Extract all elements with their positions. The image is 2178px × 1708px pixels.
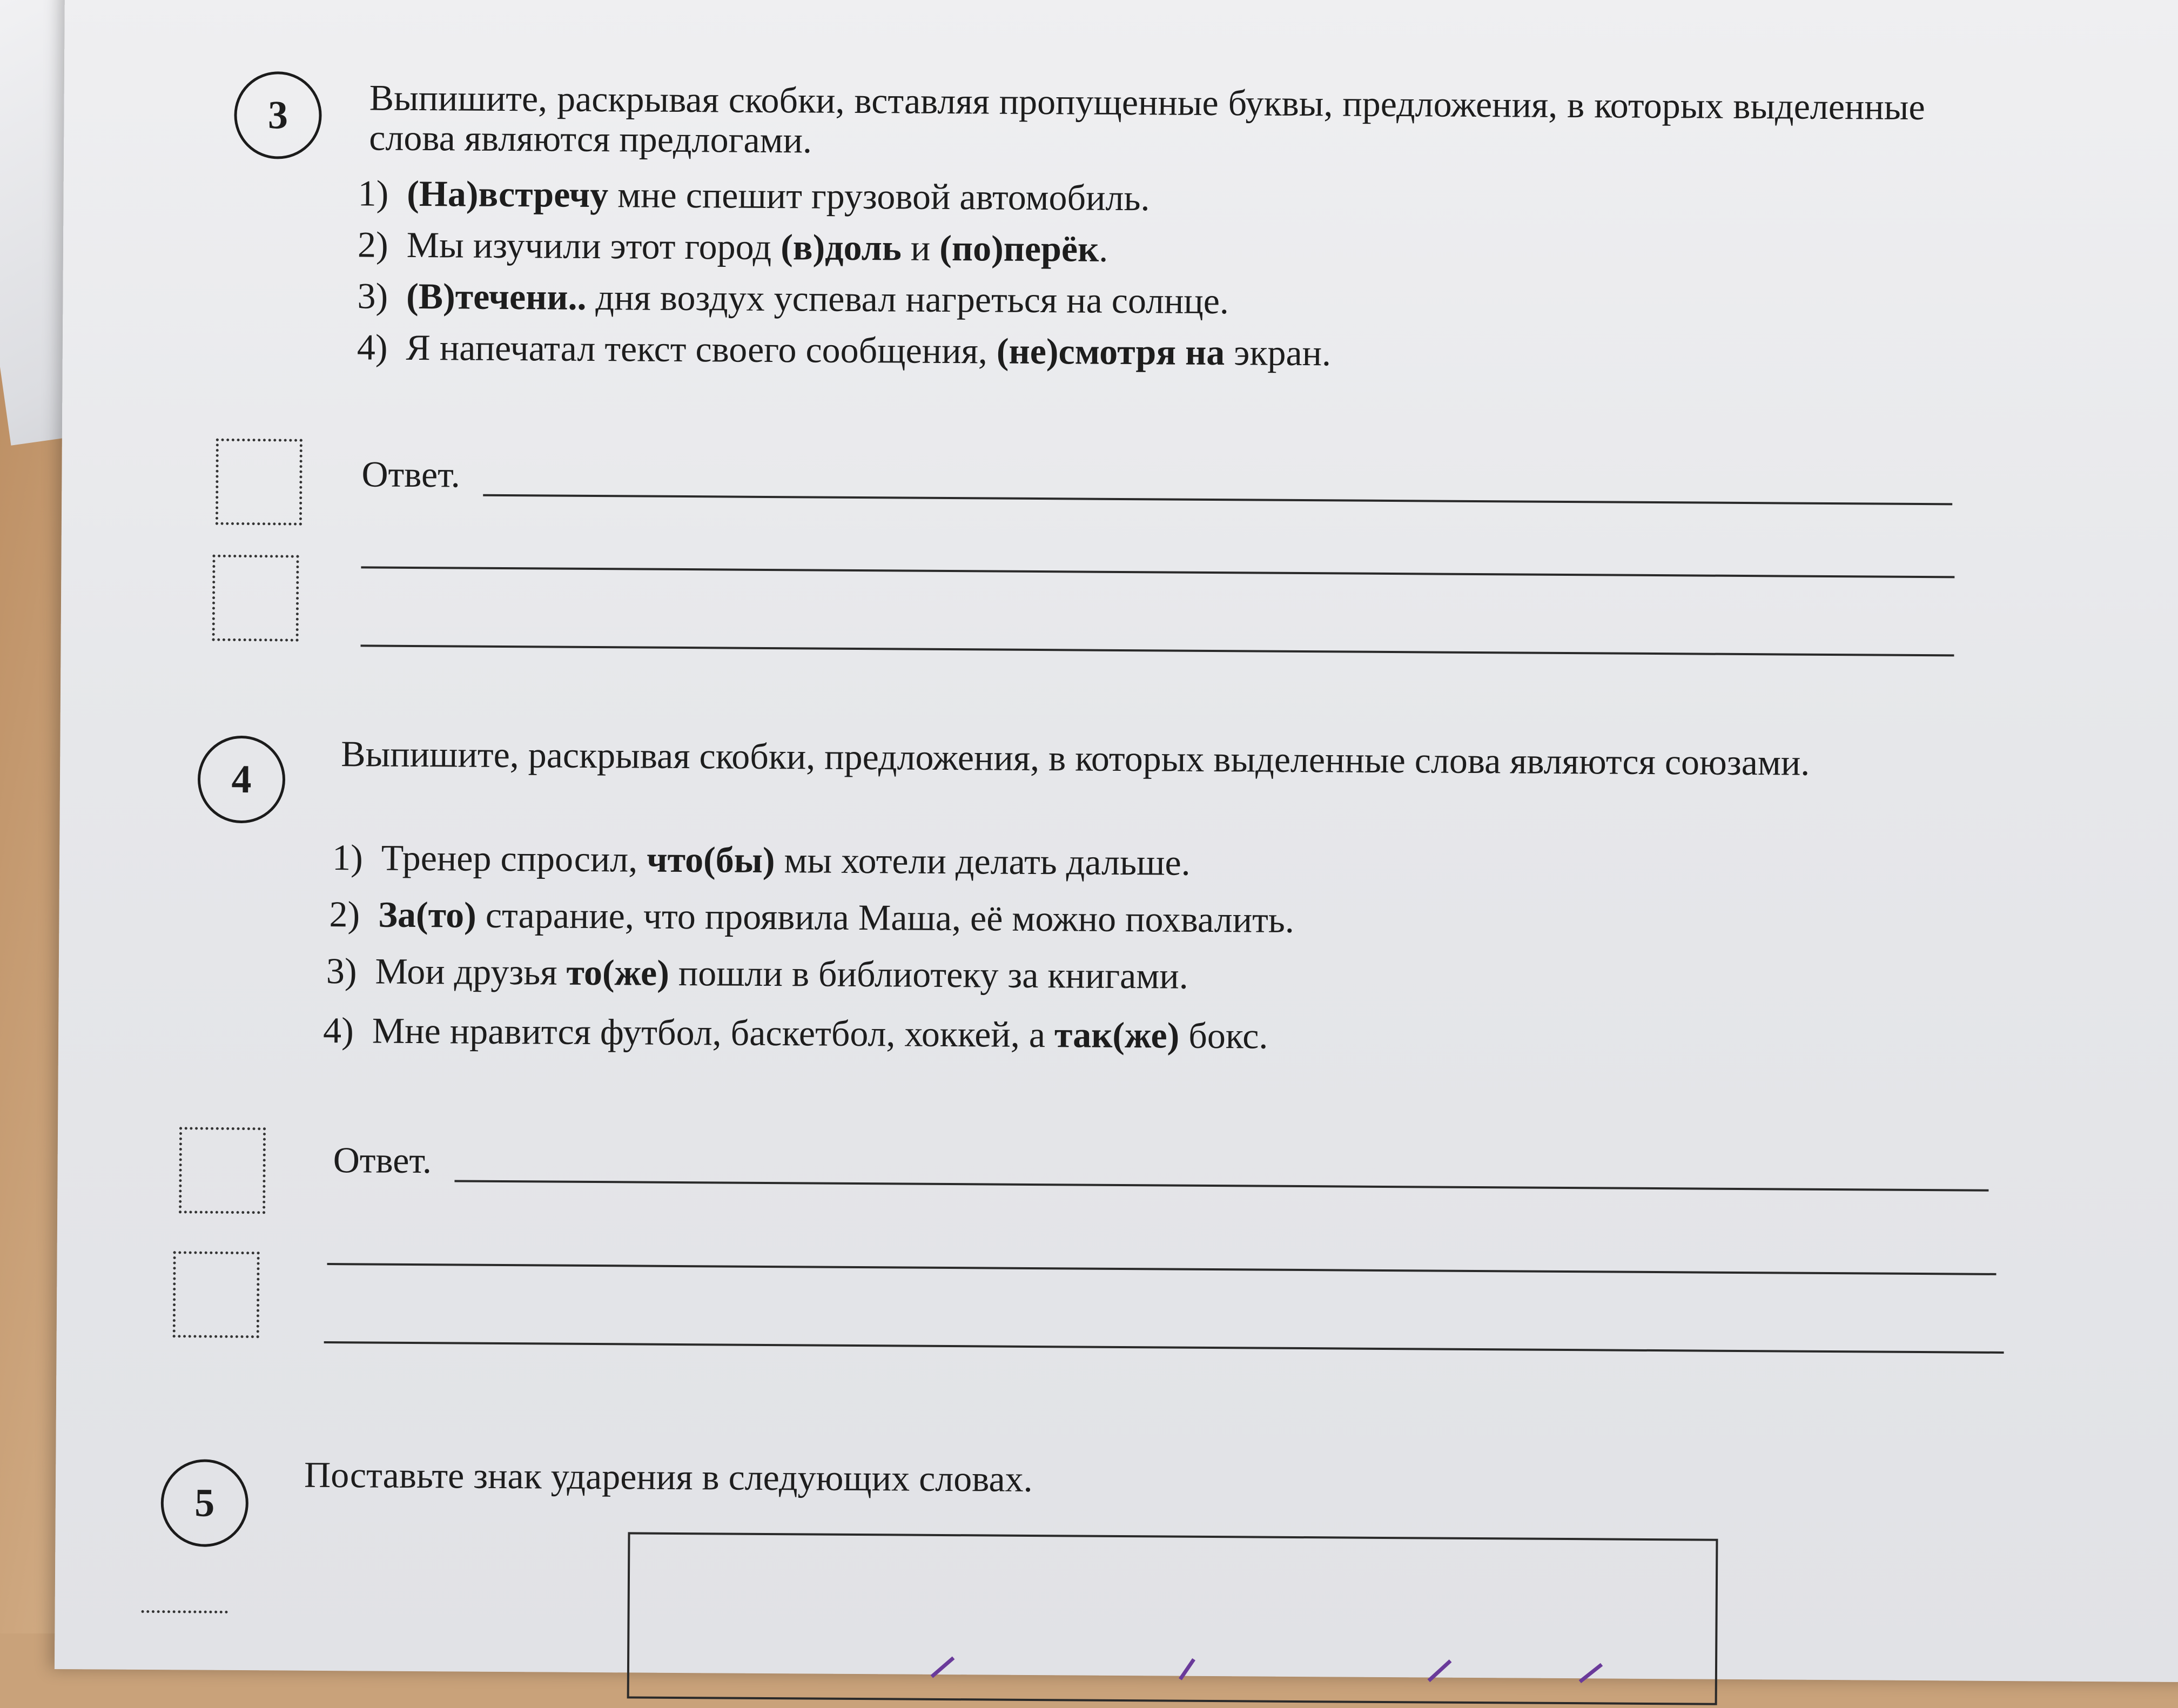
task-3-answer-box-2[interactable] [212,555,299,642]
item-text: . [1099,228,1108,270]
item-number: 2) [329,893,360,935]
task-3-item-1 [358,172,1150,219]
worksheet-page [55,0,2178,1682]
item-number: 2) [357,224,388,265]
item-text: дня воздух успевал нагреться на солнце. [586,276,1229,322]
highlighted-word: (не)смотря на [996,330,1225,373]
handwritten-accent-marks [629,1534,1716,1703]
task-4-answer-line-2[interactable] [327,1263,1996,1275]
task-4-item-2 [329,893,1294,942]
task-4-number-text: 4 [231,757,252,802]
item-text: старание, что проявила Маша, её можно похвалить. [476,894,1295,940]
highlighted-word: (по)перёк [939,227,1099,270]
item-text: Мы изучили этот город [406,224,781,268]
task-4-answer-box-1[interactable] [179,1127,266,1214]
item-text: бокс. [1179,1014,1268,1057]
highlighted-word: (в)доль [781,226,902,268]
highlighted-word: что(бы) [647,838,775,881]
highlighted-word: (На)встречу [407,172,609,216]
task-4-answer-box-2[interactable] [173,1251,260,1338]
task-3-answer-label: Ответ. [361,453,461,495]
task-3-item-4 [357,326,1332,374]
highlighted-word: (В)течени.. [406,275,587,318]
item-text: Я напечатал текст своего сообщения, [406,326,997,372]
item-text: Мои друзья [375,950,567,993]
item-number: 1) [358,172,389,214]
item-number: 4) [357,326,388,368]
task-5-number [160,1459,248,1547]
task-3-number-text: 3 [267,92,288,138]
highlighted-word: то(же) [566,951,670,993]
task-3-instruction: Выпишите, раскрывая скобки, вставляя пропущенные буквы, предложения, в которых выделенные слова являются предлогами. [369,77,1925,161]
task-3-item-2 [358,223,1108,270]
task-4-item-3 [326,950,1188,998]
item-text: мне спешит грузовой автомобиль. [608,174,1150,219]
item-text: экран. [1225,332,1332,374]
task-4-number [198,736,286,824]
task-4-instruction: Выпишите, раскрывая скобки, предложения, в которых выделенные слова являются союзами. [341,733,1810,783]
item-number: 3) [357,275,388,317]
task-3-answer-line-3[interactable] [361,644,1954,656]
task-3-number [234,71,322,159]
item-text: мы хотели делать дальше. [775,839,1191,883]
task-4-answer-line-3[interactable] [324,1341,2004,1354]
task-5-instruction: Поставьте знак ударения в следующих словах. [304,1454,1033,1499]
task-4-answer-label: Ответ. [333,1139,432,1181]
task-3-answer-line-1[interactable] [483,494,1952,506]
task-5-word-box[interactable] [627,1532,1718,1705]
item-text: пошли в библиотеку за книгами. [669,952,1188,997]
highlighted-word: За(то) [378,893,477,936]
task-5-answer-box-top [141,1610,227,1630]
task-4-item-1 [332,836,1191,884]
task-3-answer-line-2[interactable] [361,566,1954,578]
task-5-number-text: 5 [194,1481,215,1525]
task-4-answer-line-1[interactable] [454,1180,1988,1191]
item-text: Тренер спросил, [381,837,647,880]
item-number: 1) [332,837,364,878]
item-text: Мне нравится футбол, баскетбол, хоккей, а [372,1010,1055,1055]
highlighted-word: так(же) [1054,1014,1180,1056]
item-number: 4) [322,1009,354,1051]
item-text: и [901,227,940,268]
task-4-item-4 [323,1009,1268,1058]
task-3-item-3 [357,274,1229,322]
task-3-answer-box-1[interactable] [216,439,302,526]
item-number: 3) [326,950,357,992]
